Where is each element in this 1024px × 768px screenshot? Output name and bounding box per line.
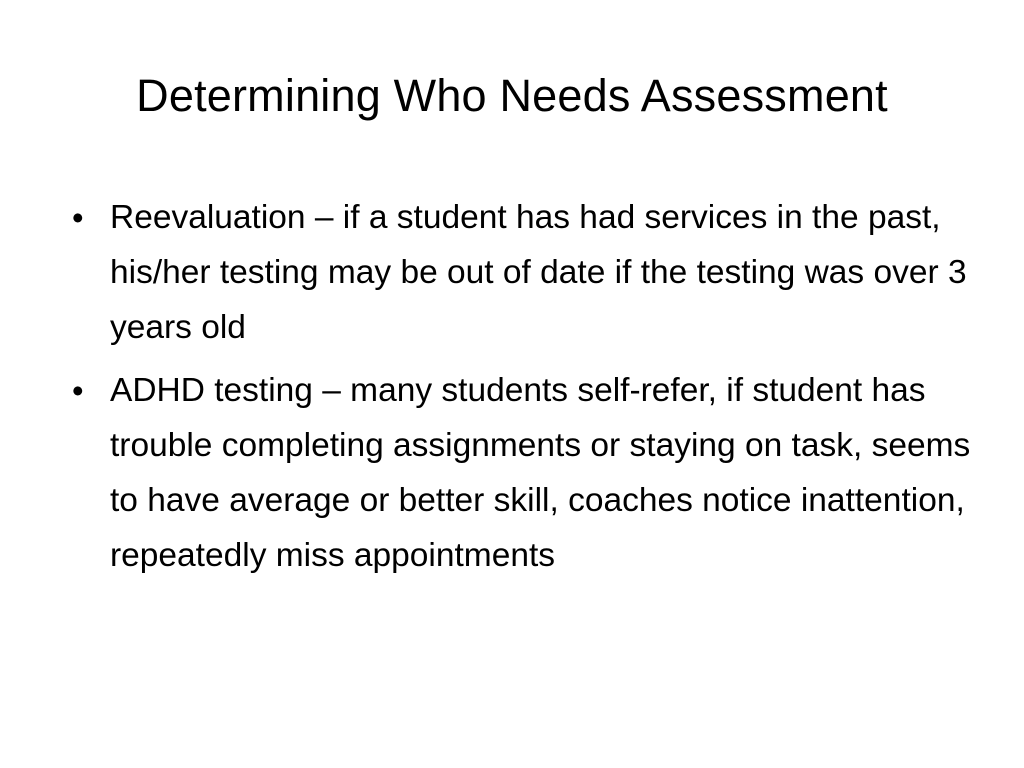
bullet-text: Reevaluation – if a student has had services in the past, his/her testing may be out of date if the testing was over 3 years old [110,199,967,346]
bullet-item-adhd-testing [72,363,972,583]
bullet-icon: • [72,372,84,409]
bullet-text: ADHD testing – many students self-refer, if student has trouble completing assignments or staying on task, seems to have average or better skill, coaches notice inattention, repeatedly miss appointments [110,372,971,574]
bullet-list [72,190,972,591]
bullet-icon: • [72,199,84,236]
bullet-item-reevaluation [72,190,972,355]
slide-title: Determining Who Needs Assessment [136,70,888,121]
